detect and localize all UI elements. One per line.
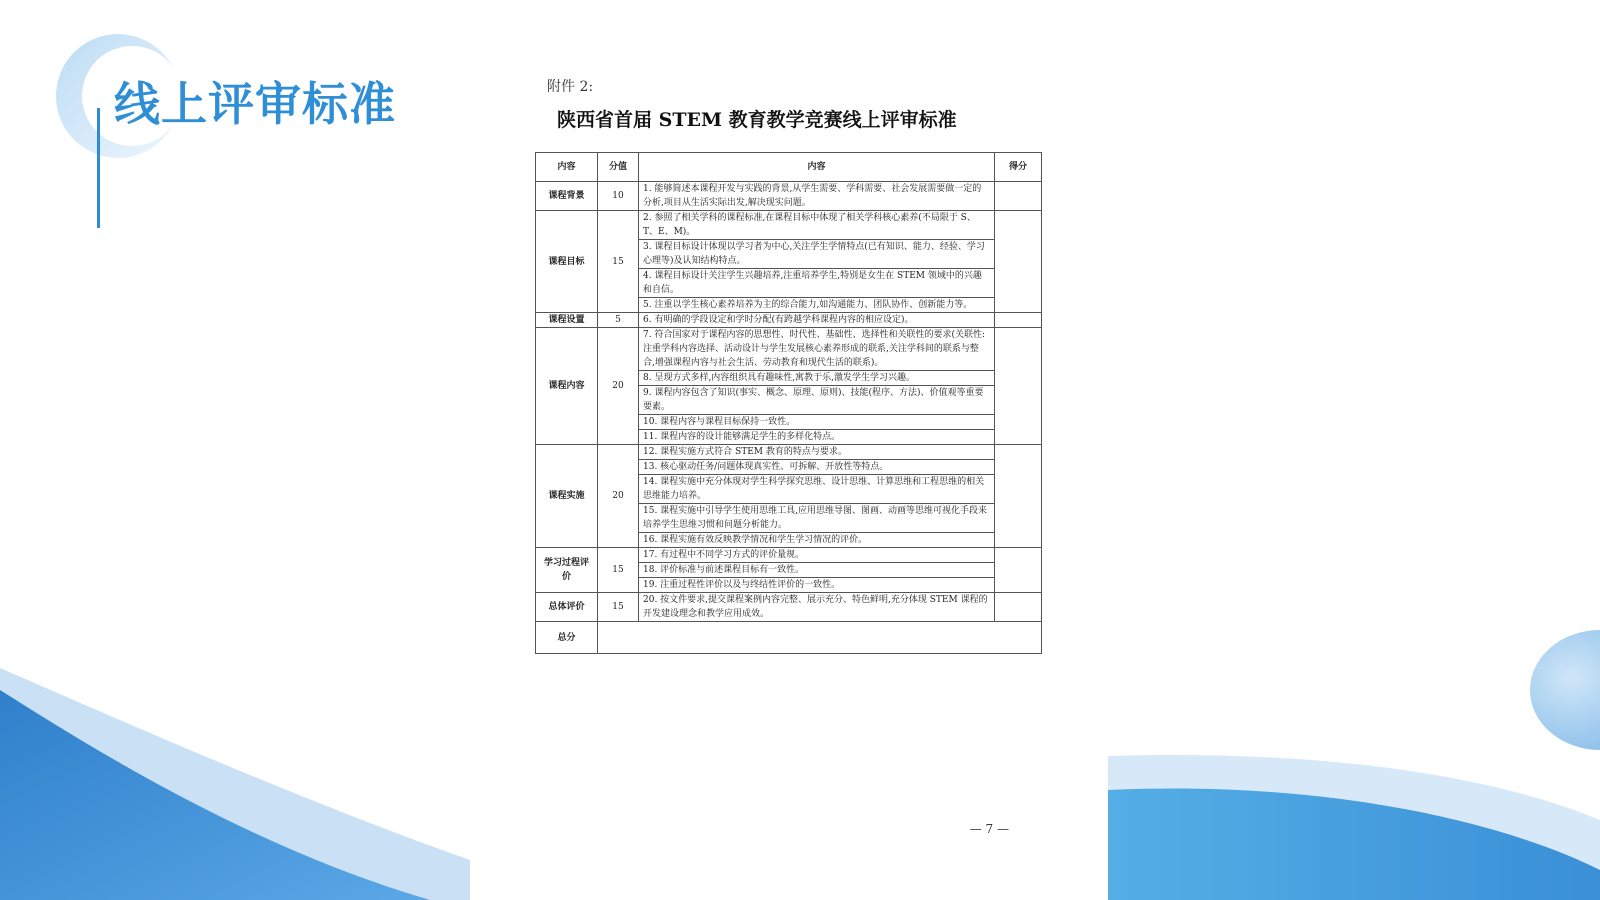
title-accent-bar xyxy=(97,108,100,228)
table-row xyxy=(536,328,1042,371)
criterion-cell: 7. 符合国家对于课程内容的思想性、时代性、基础性、选择性和关联性的要求(关联性:注重学科内容选择、活动设计与学生发展核心素养形成的联系,关注学科间的联系与整合,增强课程内容与社会生活、劳动教育和现代生活的联系)。 xyxy=(639,328,995,371)
criterion-cell: 1. 能够简述本课程开发与实践的背景,从学生需要、学科需要、社会发展需要做一定的分析,项目从生活实际出发,解决现实问题。 xyxy=(639,182,995,211)
criterion-cell: 2. 参照了相关学科的课程标准,在课程目标中体现了相关学科核心素养(不局限于 S、T、E、M)。 xyxy=(639,211,995,240)
header-score: 得分 xyxy=(995,153,1042,182)
criterion-cell: 14. 课程实施中充分体现对学生科学探究思维、设计思维、计算思维和工程思维的相关思维能力培养。 xyxy=(639,475,995,504)
criterion-cell: 17. 有过程中不同学习方式的评价量规。 xyxy=(639,548,995,563)
criterion-cell: 19. 注重过程性评价以及与终结性评价的一致性。 xyxy=(639,578,995,593)
criterion-cell: 4. 课程目标设计关注学生兴趣培养,注重培养学生,特别是女生在 STEM 领域中的兴趣和自信。 xyxy=(639,269,995,298)
criterion-cell: 6. 有明确的学段设定和学时分配(有跨越学科课程内容的相应设定)。 xyxy=(639,313,995,328)
page-number: — 7 — xyxy=(969,822,1009,836)
total-label-cell: 总分 xyxy=(536,622,598,654)
category-cell: 课程内容 xyxy=(536,328,598,445)
category-cell: 学习过程评价 xyxy=(536,548,598,593)
score-cell xyxy=(995,548,1042,593)
table-body xyxy=(536,182,1042,654)
criterion-cell: 15. 课程实施中引导学生使用思维工具,应用思维导图、图画、动画等思维可视化手段来培养学生思维习惯和问题分析能力。 xyxy=(639,504,995,533)
criterion-cell: 13. 核心驱动任务/问题体现真实性、可拆解、开放性等特点。 xyxy=(639,460,995,475)
criterion-cell: 18. 评价标准与前述课程目标有一致性。 xyxy=(639,563,995,578)
document-title: 陕西省首届 STEM 教育教学竞赛线上评审标准 xyxy=(557,109,957,131)
category-cell: 课程目标 xyxy=(536,211,598,313)
criterion-cell: 3. 课程目标设计体现以学习者为中心,关注学生学情特点(已有知识、能力、经验、学习心理等)及认知结构特点。 xyxy=(639,240,995,269)
header-content: 内容 xyxy=(639,153,995,182)
table-row xyxy=(536,182,1042,211)
criterion-cell: 20. 按文件要求,提交课程案例内容完整、展示充分、特色鲜明,充分体现 STEM 课程的开发建设理念和教学应用成效。 xyxy=(639,593,995,622)
category-cell: 课程背景 xyxy=(536,182,598,211)
points-cell: 15 xyxy=(598,548,639,593)
table-row xyxy=(536,548,1042,563)
criterion-cell: 16. 课程实施有效反映教学情况和学生学习情况的评价。 xyxy=(639,533,995,548)
criterion-cell: 9. 课程内容包含了知识(事实、概念、原理、原则)、技能(程序、方法)、价值观等重要要素。 xyxy=(639,386,995,415)
points-cell: 20 xyxy=(598,328,639,445)
header-points: 分值 xyxy=(598,153,639,182)
table-row xyxy=(536,211,1042,240)
attachment-label: 附件 2: xyxy=(547,79,594,95)
category-cell: 总体评价 xyxy=(536,593,598,622)
table-header-row xyxy=(536,153,1042,182)
points-cell: 20 xyxy=(598,445,639,548)
criterion-cell: 8. 呈现方式多样,内容组织具有趣味性,寓教于乐,激发学生学习兴趣。 xyxy=(639,371,995,386)
score-cell xyxy=(995,182,1042,211)
score-cell xyxy=(995,211,1042,313)
score-cell xyxy=(995,445,1042,548)
criterion-cell: 5. 注重以学生核心素养培养为主的综合能力,如沟通能力、团队协作、创新能力等。 xyxy=(639,298,995,313)
table-row xyxy=(536,593,1042,622)
points-cell: 15 xyxy=(598,593,639,622)
header-category: 内容 xyxy=(536,153,598,182)
category-cell: 课程设置 xyxy=(536,313,598,328)
score-cell xyxy=(995,593,1042,622)
total-row xyxy=(536,622,1042,654)
document-page xyxy=(535,70,1045,836)
category-cell: 课程实施 xyxy=(536,445,598,548)
slide-title: 线上评审标准 xyxy=(114,77,396,131)
score-cell xyxy=(995,328,1042,445)
table-row xyxy=(536,313,1042,328)
orb-decoration xyxy=(1530,630,1600,750)
criterion-cell: 12. 课程实施方式符合 STEM 教育的特点与要求。 xyxy=(639,445,995,460)
points-cell: 10 xyxy=(598,182,639,211)
criterion-cell: 11. 课程内容的设计能够满足学生的多样化特点。 xyxy=(639,430,995,445)
table-row xyxy=(536,445,1042,460)
points-cell: 5 xyxy=(598,313,639,328)
total-value-cell xyxy=(598,622,1042,654)
points-cell: 15 xyxy=(598,211,639,313)
score-cell xyxy=(995,313,1042,328)
criterion-cell: 10. 课程内容与课程目标保持一致性。 xyxy=(639,415,995,430)
criteria-table xyxy=(535,152,1042,654)
